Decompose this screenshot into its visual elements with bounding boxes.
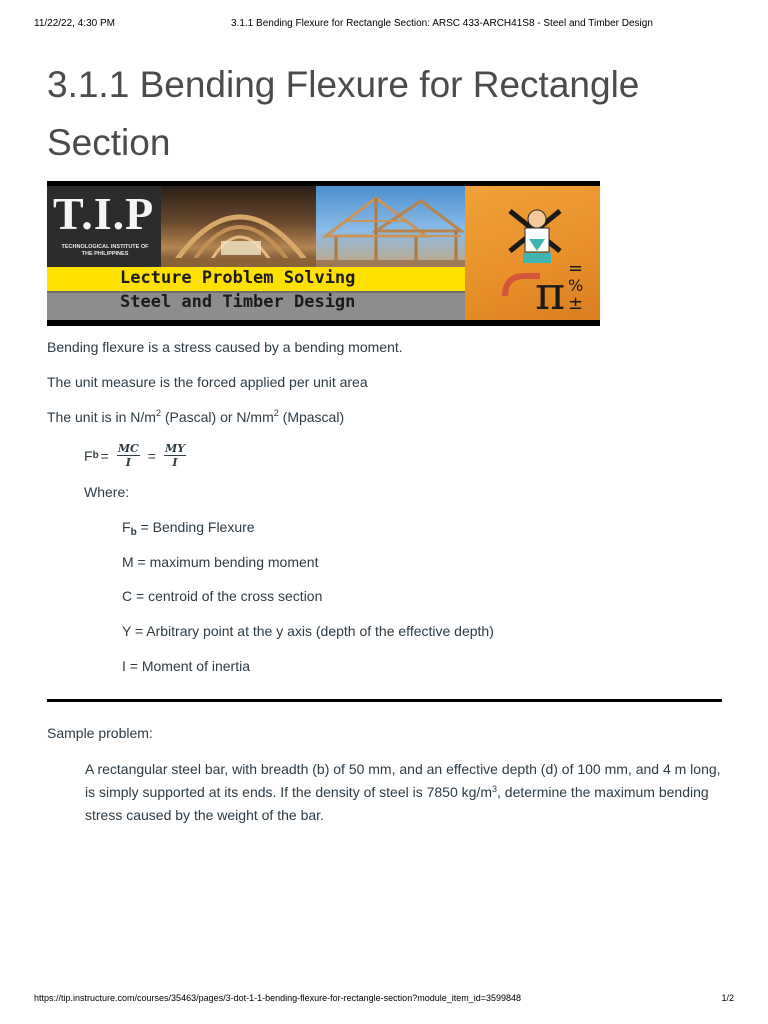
formula-equals-2: = bbox=[147, 448, 156, 464]
banner-bottom-rule bbox=[47, 320, 600, 326]
fraction-my-denominator: I bbox=[172, 456, 178, 469]
math-figure-illustration bbox=[465, 181, 600, 320]
svg-text:=: = bbox=[568, 258, 584, 279]
banner-top-rule bbox=[47, 181, 600, 186]
paragraph-unit bbox=[47, 409, 344, 426]
print-page-count: 1/2 bbox=[721, 993, 734, 1003]
sample-text-a: A rectangular steel bar, with breadth (b) of 50 mm, and an effective depth (d) of 100 mm, and 4 m long, is simply supported at its ends. If the density of steel is 7850 kg/m bbox=[85, 761, 721, 800]
print-document-title: 3.1.1 Bending Flexure for Rectangle Section: ARSC 433-ARCH41S8 - Steel and Timber Design bbox=[231, 18, 653, 29]
where-label: Where: bbox=[84, 484, 130, 500]
timber-hall-photo bbox=[161, 186, 316, 268]
unit-text-c: (Mpascal) bbox=[278, 409, 345, 425]
svg-text:%: % bbox=[568, 276, 584, 295]
paragraph-unit-measure: The unit measure is the forced applied per unit area bbox=[47, 374, 368, 390]
formula-equals-1: = bbox=[100, 448, 109, 464]
fraction-mc-denominator: I bbox=[125, 456, 131, 469]
print-datetime: 11/22/22, 4:30 PM bbox=[34, 18, 115, 29]
course-banner-image bbox=[47, 181, 600, 326]
timber-frame-photo bbox=[316, 186, 465, 268]
bending-formula: F b = $\frac{MC}{I}$ = $\frac{MY}{I}$ bbox=[84, 442, 186, 469]
formula-lhs: F bbox=[84, 448, 93, 464]
section-divider bbox=[47, 699, 722, 702]
banner-line-2: Steel and Timber Design bbox=[120, 292, 356, 312]
formula-fraction-mc bbox=[117, 443, 140, 469]
definition-fb bbox=[122, 519, 255, 536]
tip-logo-subtitle: TECHNOLOGICAL INSTITUTE OF THE PHILIPPINES bbox=[61, 244, 149, 257]
svg-text:±: ± bbox=[568, 293, 584, 314]
tip-logo bbox=[47, 186, 161, 268]
definition-i: I = Moment of inertia bbox=[122, 658, 251, 674]
unit-sup-2: 2 bbox=[273, 408, 279, 418]
definition-y: Y = Arbitrary point at the y axis (depth of the effective depth) bbox=[122, 623, 494, 639]
tip-logo-text: T.I.P bbox=[53, 188, 155, 239]
unit-sup-1: 2 bbox=[155, 408, 161, 418]
formula-fraction-my bbox=[164, 443, 186, 469]
unit-text-a: The unit is in N/m bbox=[47, 409, 156, 425]
print-url[interactable]: https://tip.instructure.com/courses/35463/pages/3-dot-1-1-bending-flexure-for-rectangle-section?module_item_id=3599848 bbox=[34, 993, 522, 1003]
definition-fb-symbol: F bbox=[122, 519, 131, 535]
definition-fb-subscript: b bbox=[130, 527, 137, 538]
sample-problem-text bbox=[85, 758, 725, 827]
banner-line-1: Lecture Problem Solving bbox=[120, 268, 356, 288]
fraction-my-numerator: MY bbox=[164, 442, 186, 455]
unit-text-b: (Pascal) or N/mm bbox=[160, 409, 274, 425]
sample-text-b: , determine the maximum bending stress caused by the weight of the bar. bbox=[85, 784, 709, 823]
svg-text:π: π bbox=[535, 266, 566, 320]
definition-m: M = maximum bending moment bbox=[122, 554, 319, 570]
definition-fb-text: = Bending Flexure bbox=[136, 519, 255, 535]
sample-problem-label: Sample problem: bbox=[47, 725, 153, 741]
paragraph-definition: Bending flexure is a stress caused by a bending moment. bbox=[47, 339, 403, 355]
fraction-mc-numerator: MC bbox=[117, 442, 139, 455]
sample-text-sup: 3 bbox=[491, 784, 497, 794]
page-title: 3.1.1 Bending Flexure for Rectangle Section bbox=[47, 64, 640, 163]
definition-c: C = centroid of the cross section bbox=[122, 588, 323, 604]
